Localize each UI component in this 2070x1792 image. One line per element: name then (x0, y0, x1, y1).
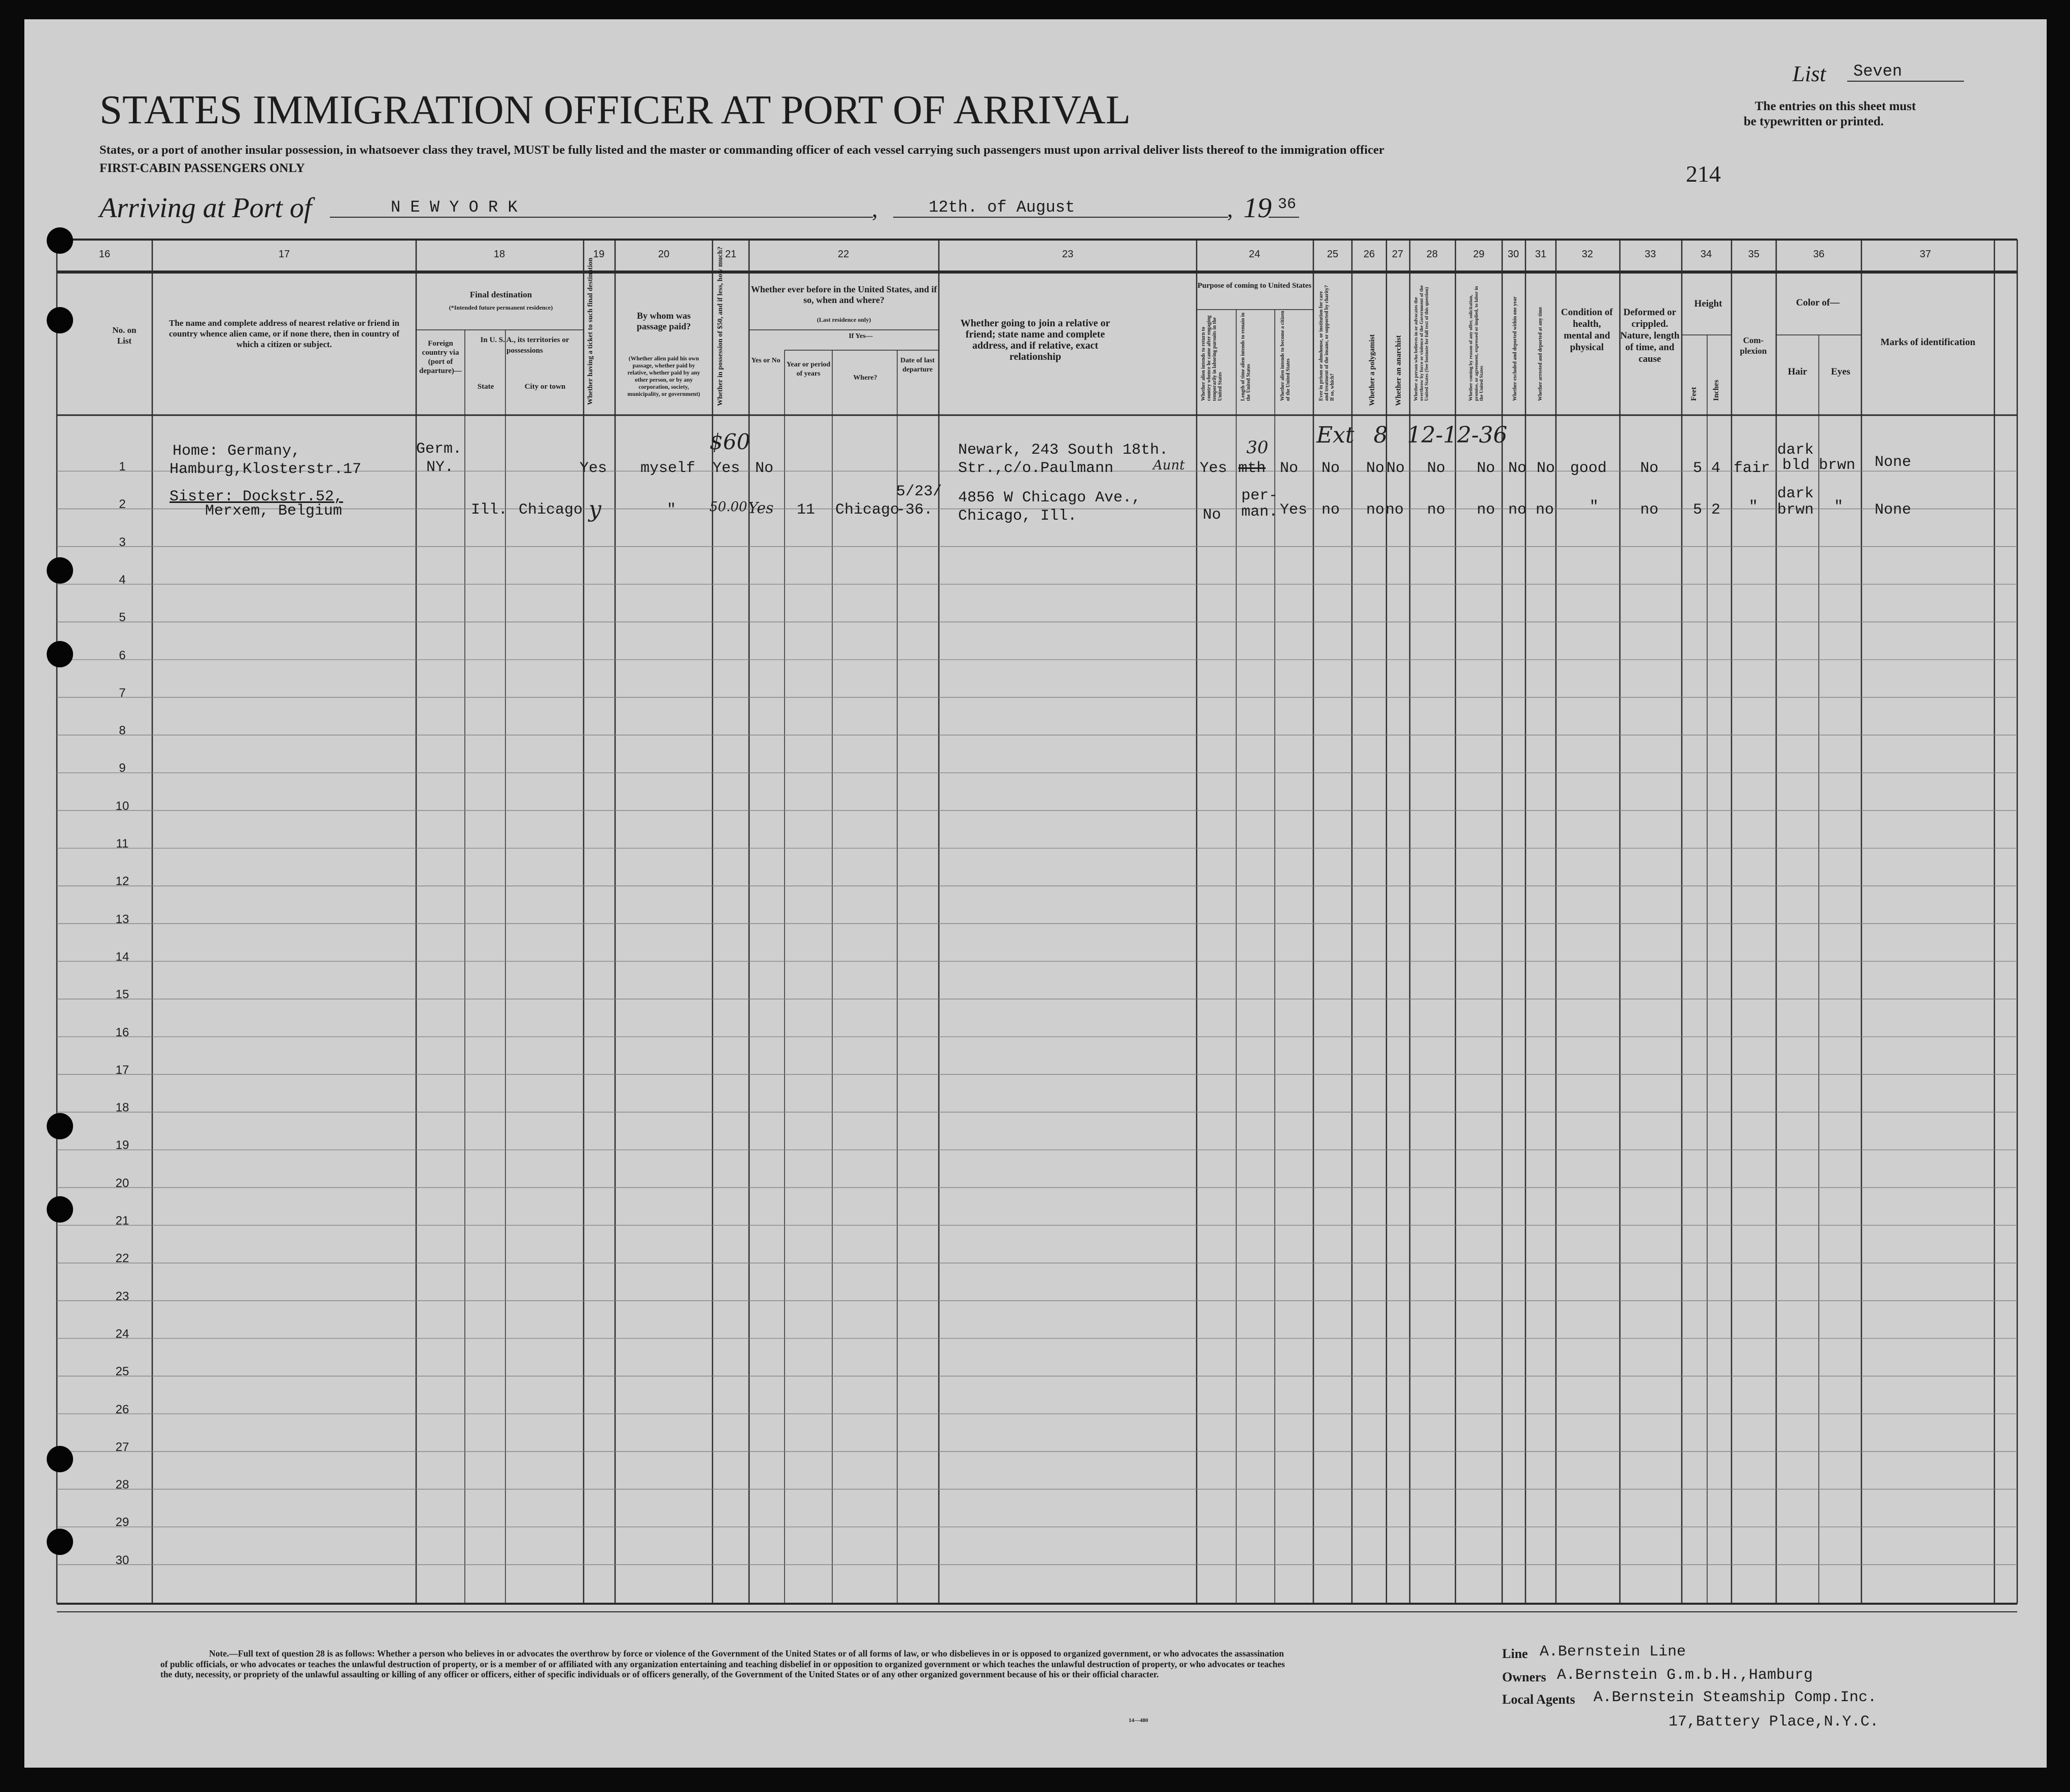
header-col23: Whether going to join a relative or friend; state name and complete address, and if relative, exact relationship (960, 318, 1110, 362)
r2-anarchist: no (1385, 501, 1404, 519)
row-number: 4 (119, 572, 126, 587)
r2-polygamist: no (1366, 501, 1385, 519)
row-number: 28 (115, 1478, 129, 1492)
column-number: 18 (493, 249, 505, 260)
column-number: 17 (278, 249, 290, 260)
footer-note: Note.—Full text of question 28 is as follows: Whether a person who believes in or advocates the overthrow by force or violence of the Government of the United States or of all forms of law, or who disbelieves in or is opposed to organized government, or who advocates the assassination of public officials, or who advocates or teaches the unlawful destruction of property, or is a member of or affiliated with any organization entertaining and teaching disbelief in or opposition to organized government or which teaches the unlawful destruction of property, or who advocates or teaches the duty, necessity, or propriety of the unlawful assaulting or killing of any officer or officers, either of specific individuals or of officers generally, of the Government of the United States or of any other organized government because of his or their official character. (160, 1648, 1285, 1679)
header-col36-title: Color of— (1796, 297, 1840, 308)
r2-overthrow: no (1427, 501, 1446, 519)
header-col36-hair: Hair (1788, 366, 1807, 377)
r1-arrested: No (1537, 460, 1555, 477)
r2-deformed: no (1640, 501, 1659, 519)
punch-hole (47, 307, 73, 333)
owners-value: A.Bernstein G.m.b.H.,Hamburg (1557, 1667, 1813, 1684)
header-col24-c: Whether alien intends to become a citizen of the United States (1280, 311, 1291, 401)
header-col22-ifyes: If Yes— (849, 332, 873, 340)
r1-feet: 5 (1693, 460, 1703, 477)
r1-complexion: fair (1734, 460, 1771, 477)
r2-eyes: " (1834, 498, 1844, 516)
header-col31: Whether arrested and deported at any time (1538, 307, 1543, 401)
r2-marks: None (1875, 501, 1912, 519)
header-col22-note: (Last residence only) (817, 316, 871, 323)
r1-anarchist: No (1386, 460, 1405, 477)
header-col24-a: Whether alien intends to return to country whence he came after engaging temporarily in laboring pursuits in the United States (1201, 315, 1223, 401)
sheet-number: 214 (1686, 161, 1721, 187)
header-col19: Whether having a ticket to such final destination (587, 257, 594, 405)
header-col22-yesno: Yes or No (751, 357, 781, 364)
agents-address: 17,Battery Place,N.Y.C. (1669, 1713, 1879, 1731)
punch-hole (47, 227, 73, 254)
row-number: 27 (115, 1440, 129, 1454)
header-col21: Whether in possession of $50, and if less, how much? (717, 246, 724, 406)
punch-hole (47, 1113, 73, 1139)
row-number: 12 (115, 874, 129, 889)
r2-offer: no (1477, 501, 1496, 519)
punch-hole (47, 1446, 73, 1472)
column-number: 29 (1473, 249, 1485, 260)
r1-join-hand: Aunt (1153, 458, 1185, 473)
column-number: 34 (1700, 249, 1712, 260)
r2-feet: 5 (1693, 501, 1703, 519)
r1-foreign-country-1: Germ. (416, 441, 462, 458)
list-value: Seven (1853, 62, 1903, 81)
punch-hole (47, 557, 73, 584)
r1-join-line2: Str.,c/o.Paulmann (958, 460, 1114, 477)
r2-hair-1: dark (1777, 485, 1814, 502)
column-number: 30 (1507, 249, 1519, 260)
r1-money: Yes (712, 460, 740, 477)
r1-become-citizen: No (1280, 460, 1299, 477)
punch-hole (47, 1196, 73, 1223)
row-number: 26 (115, 1402, 129, 1416)
column-number: 22 (837, 249, 850, 260)
column-number: 27 (1392, 249, 1404, 260)
column-number: 24 (1248, 249, 1261, 260)
header-col25: Ever in prison or almshouse, or institution for care and treatment of the insane, or supported by charity? If so, which? (1318, 285, 1335, 401)
line-value: A.Bernstein Line (1540, 1643, 1686, 1661)
list-label: List (1792, 61, 1826, 86)
r1-money-hand: $60 (709, 429, 751, 454)
r1-inches: 4 (1711, 460, 1721, 477)
row-number: 30 (115, 1553, 129, 1567)
header-col18-foreign: Foreign country via (port of departure)— (419, 340, 462, 375)
r1-eyes: brwn (1819, 457, 1856, 474)
row-number: 29 (115, 1515, 129, 1530)
header-col22-title: Whether ever before in the United States, and if so, when and where? (751, 284, 937, 305)
row-number: 17 (115, 1063, 129, 1077)
header-col17: The name and complete address of nearest relative or friend in country whence alien came, or if none there, then in country of which a citizen or subject. (168, 318, 400, 349)
r2-city: Chicago (519, 501, 583, 519)
header-col34-inches: Inches (1712, 380, 1720, 401)
r2-relative-line1: Sister: Dockstr.52, (169, 488, 344, 505)
row-number: 11 (116, 837, 129, 851)
r2-date-2: -36. (896, 501, 933, 519)
r1-ticket: Yes (580, 460, 607, 477)
r1-length-typed: mth (1238, 460, 1266, 477)
row-number: 13 (115, 912, 129, 926)
r2-complexion: " (1749, 498, 1758, 516)
r1-foreign-country-2: NY. (426, 459, 454, 476)
column-number: 37 (1919, 249, 1931, 260)
r2-ticket-hand: y (589, 496, 601, 522)
r1-health: good (1570, 460, 1607, 477)
r2-length-2: man. (1241, 503, 1278, 521)
column-number: 16 (98, 249, 111, 260)
agents-value: A.Bernstein Steamship Comp.Inc. (1593, 1689, 1877, 1706)
header-col22-where: Where? (853, 374, 877, 382)
column-number: 23 (1062, 249, 1074, 260)
header-col29: Whether coming by reason of any offer, solicitation, promise, or agreement, expressed or implied, to labor in the United States (1469, 286, 1484, 401)
comma: , (872, 196, 878, 222)
column-number: 36 (1813, 249, 1825, 260)
punch-hole (47, 1529, 73, 1555)
r1-return: Yes (1200, 460, 1228, 477)
row-number: 19 (115, 1138, 129, 1153)
r1-annotation: Ext 8 12-12-36 (1316, 422, 1508, 448)
row-number: 21 (115, 1214, 129, 1228)
header-col18-state: State (477, 383, 494, 391)
column-number: 20 (658, 249, 670, 260)
column-number: 21 (725, 249, 737, 260)
header-col30: Whether excluded and deported within one year (1512, 296, 1518, 401)
row-number: 3 (119, 535, 126, 549)
r2-relative-line2: Merxem, Belgium (205, 502, 343, 520)
row-number: 16 (115, 1025, 129, 1039)
r2-join-line1: 4856 W Chicago Ave., (958, 489, 1141, 506)
owners-label: Owners (1502, 1670, 1546, 1684)
header-col18-city: City or town (524, 383, 566, 391)
subtitle: States, or a port of another insular possession, in whatsoever class they travel, MUST be fully listed and the master or commanding officer of each vessel carrying such passengers must upon arrival deliver lists thereof to the immigration officer (99, 143, 1384, 157)
row-number: 15 (115, 988, 129, 1002)
r2-passage-paid: " (667, 501, 676, 519)
r2-excluded: no (1508, 501, 1527, 519)
header-col20-note: (Whether alien paid his own passage, whether paid by relative, whether paid by any other person, or by any corporation, society, municipality, or government) (627, 356, 700, 397)
date-value: 12th. of August (929, 198, 1075, 217)
header-col28: Whether a person who believes in or advocates the overthrow by force or violence of the Government of the United States (See footnote for full text of this question) (1414, 285, 1430, 401)
port-value: N E W Y O R K (391, 198, 518, 217)
header-col20-title: By whom was passage paid? (636, 311, 691, 331)
header-col27: Whether an anarchist (1395, 335, 1403, 406)
r1-offer: No (1477, 460, 1496, 477)
r2-years: 11 (797, 501, 816, 519)
header-col22-year: Year or period of years (786, 361, 831, 378)
line-label: Line (1502, 1646, 1528, 1661)
header-col34-feet: Feet (1690, 387, 1698, 401)
row-number: 24 (115, 1327, 129, 1341)
typewritten-note-1: The entries on this sheet must (1755, 99, 1916, 113)
r1-marks: None (1875, 454, 1912, 471)
arriving-label: Arriving at Port of (99, 192, 312, 224)
r2-where: Chicago (835, 501, 900, 519)
row-number: 20 (115, 1176, 129, 1190)
r2-join-line2: Chicago, Ill. (958, 508, 1077, 525)
r2-money-hand: 50.00 (709, 499, 748, 515)
header-col18-note: (*Intended future permanent residence) (449, 304, 553, 311)
column-number: 19 (593, 249, 605, 260)
header-col24-title: Purpose of coming to United States (1197, 282, 1312, 290)
r1-length-hand: 30 (1246, 437, 1269, 458)
r1-relative-line1: Home: Germany, (173, 443, 301, 460)
row-number: 1 (119, 460, 126, 474)
r2-before-in-us: Yes (748, 499, 774, 517)
row-number: 23 (115, 1289, 129, 1303)
page-title: STATES IMMIGRATION OFFICER AT PORT OF ARRIVAL (99, 87, 1131, 132)
row-number: 7 (119, 686, 126, 700)
row-number: 10 (115, 799, 129, 813)
r1-deformed: No (1640, 460, 1659, 477)
r2-inches: 2 (1711, 501, 1721, 519)
year-suffix: 36 (1278, 196, 1297, 213)
header-col34-title: Height (1694, 298, 1722, 309)
year-prefix: 19 (1243, 192, 1272, 224)
row-number: 9 (119, 761, 126, 775)
column-number: 33 (1644, 249, 1656, 260)
row-number: 6 (119, 648, 126, 662)
r2-date-1: 5/23/ (896, 483, 942, 500)
header-col22-date: Date of last departure (900, 357, 935, 374)
r1-passage-paid: myself (640, 460, 696, 477)
r1-overthrow: No (1427, 460, 1446, 477)
row-number: 14 (115, 950, 129, 964)
r1-hair-2: bld (1782, 457, 1810, 474)
r2-length-1: per- (1241, 487, 1278, 504)
r2-health: " (1589, 498, 1599, 516)
column-number: 26 (1363, 249, 1375, 260)
r1-prison: No (1321, 460, 1340, 477)
column-number: 32 (1581, 249, 1593, 260)
form-number: 14—480 (1129, 1717, 1148, 1723)
r2-arrested: no (1536, 501, 1554, 519)
r2-hair-2: brwn (1777, 501, 1814, 519)
r1-excluded: No (1508, 460, 1527, 477)
row-number: 2 (119, 497, 126, 512)
header-no-on-list: No. on List (112, 325, 137, 346)
header-col18-title: Final destination (469, 290, 532, 299)
typewritten-note-2: be typewritten or printed. (1744, 115, 1884, 128)
row-number: 22 (115, 1252, 129, 1266)
header-col33: Deformed or crippled. Nature, length of time, and cause (1620, 307, 1680, 364)
agents-label: Local Agents (1502, 1692, 1575, 1707)
r1-polygamist: No (1366, 460, 1385, 477)
r1-join-line1: Newark, 243 South 18th. (958, 442, 1169, 459)
header-col32: Condition of health, mental and physical (1561, 307, 1613, 353)
column-number: 28 (1426, 249, 1438, 260)
punch-hole (47, 641, 73, 667)
column-number: 31 (1535, 249, 1547, 260)
r2-prison: no (1321, 501, 1340, 519)
header-col37: Marks of identification (1880, 337, 1976, 348)
header-col26: Whether a polygamist (1368, 334, 1376, 406)
header-col24-b: Length of time alien intends to remain in the United States (1240, 313, 1251, 401)
r1-relative-line2: Hamburg,Klosterstr.17 (169, 461, 362, 478)
r2-become-citizen: Yes (1280, 501, 1308, 519)
r2-return: No (1203, 506, 1221, 524)
row-number: 5 (119, 611, 126, 625)
row-number: 18 (115, 1101, 129, 1115)
r2-state: Ill. (471, 501, 508, 519)
r1-before-in-us: No (755, 460, 774, 477)
column-number: 25 (1327, 249, 1339, 260)
header-col35: Com-plexion (1740, 335, 1767, 356)
class-label: FIRST-CABIN PASSENGERS ONLY (99, 161, 305, 175)
header-col36-eyes: Eyes (1831, 366, 1850, 377)
row-number: 8 (119, 724, 126, 738)
row-number: 25 (115, 1365, 129, 1379)
r1-hair-1: dark (1777, 442, 1814, 459)
header-col18-usa: In U. S. A., its territories or possessions (480, 336, 569, 355)
column-number: 35 (1748, 249, 1760, 260)
comma: , (1227, 196, 1233, 222)
